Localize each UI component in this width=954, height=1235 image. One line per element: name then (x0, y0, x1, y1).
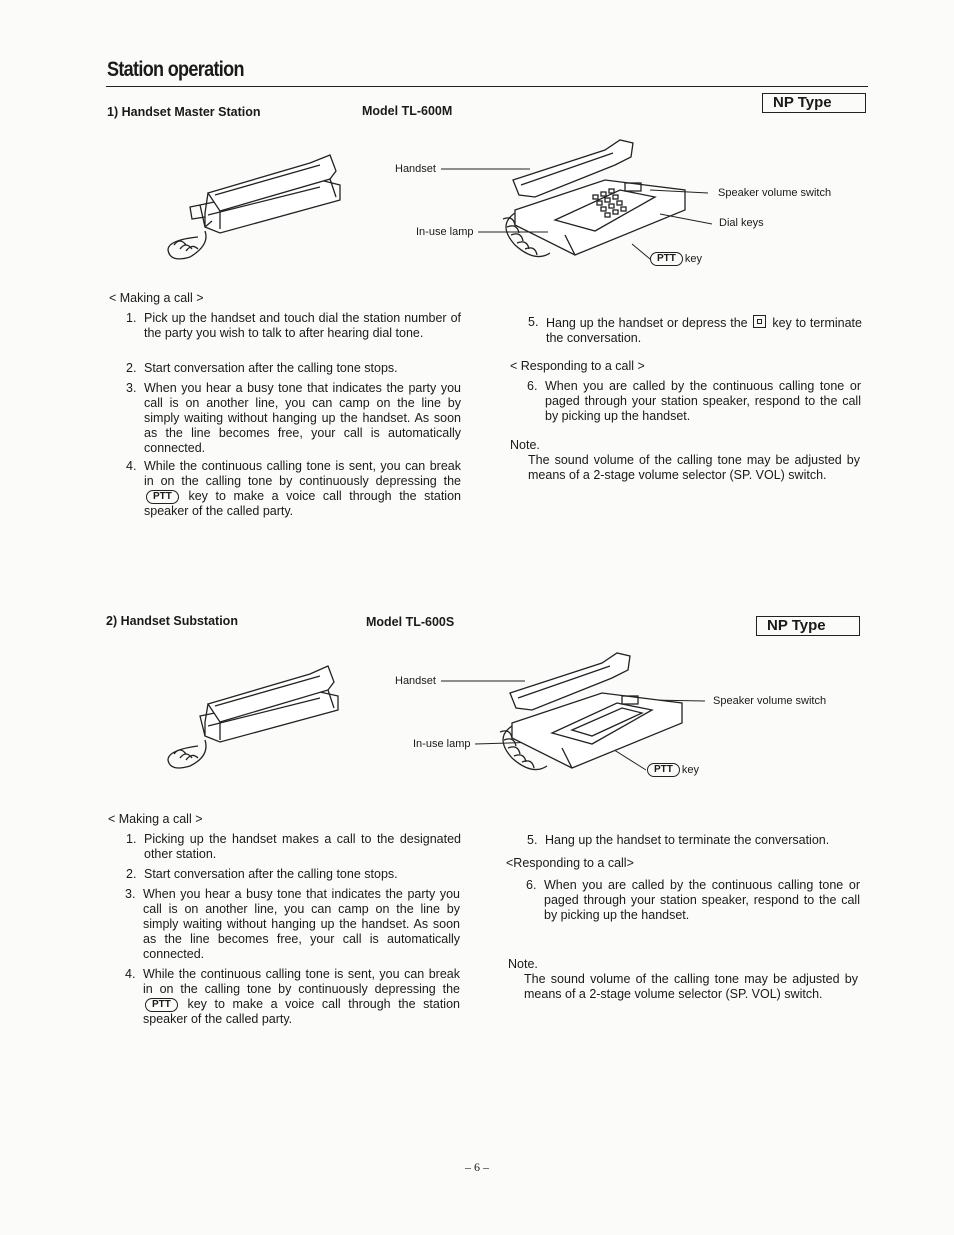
section-1-step-1: 1. Pick up the handset and touch dial the station number of the party you wish to talk to after hearing dial tone. (126, 311, 461, 340)
section-1-model: Model TL-600M (362, 104, 453, 118)
callout-handset-2: Handset (395, 675, 436, 687)
callout-ptt-key-2: PTT key (645, 763, 699, 777)
section-1-np-type-badge: NP Type (762, 93, 866, 113)
section-2-heading: 2) Handset Substation (106, 614, 238, 628)
section-2-note-text: The sound volume of the calling tone may be adjusted by means of a 2-stage volume selector (SP. VOL) switch. (524, 972, 858, 1001)
section-1-step-6: 6. When you are called by the continuous calling tone or paged through your station speaker, respond to the call by picking up the handset. (527, 379, 861, 423)
ptt-key-icon: PTT (146, 490, 179, 504)
section-1-step-2: 2. Start conversation after the calling tone stops. (126, 361, 398, 375)
section-2-np-type-badge: NP Type (756, 616, 860, 636)
callout-handset: Handset (395, 163, 436, 175)
section-1-step-3: 3. When you hear a busy tone that indicates the party you call is on another line, you can camp on the line by simply waiting without hanging up the handset. As soon as the line becomes free, your call is automatically connected. (126, 381, 461, 455)
section-2-step-2: 2. Start conversation after the calling tone stops. (126, 867, 398, 881)
callout-dial-keys: Dial keys (719, 217, 764, 229)
section-2-step-1: 1. Picking up the handset makes a call to the designated other station. (126, 832, 461, 861)
section-2-making-a-call: < Making a call > (108, 812, 203, 826)
section-2-step-4: 4. While the continuous calling tone is sent, you can break in on the calling tone by continuously depressing the PTT key to make a voice call through the station speaker of the called party. (125, 967, 460, 1026)
section-2-note-label: Note. (508, 957, 538, 971)
section-1-note-text: The sound volume of the calling tone may be adjusted by means of a 2-stage volume selector (SP. VOL) switch. (528, 453, 860, 482)
ptt-key-icon: PTT (650, 252, 683, 266)
callout-speaker-volume-switch: Speaker volume switch (718, 187, 832, 199)
section-1-heading: 1) Handset Master Station (107, 105, 261, 119)
section-2-responding: <Responding to a call> (506, 856, 634, 870)
page-number: – 6 – (465, 1160, 489, 1174)
callout-ptt-key: PTT key (648, 252, 702, 266)
section-1-step-5: 5. Hang up the handset or depress the key to terminate the conversation. (528, 315, 862, 345)
page-title: Station operation (107, 58, 244, 81)
callout-in-use-lamp-2: In-use lamp (413, 738, 471, 750)
conference-key-icon (753, 315, 766, 328)
section-1-making-a-call: < Making a call > (109, 291, 204, 305)
substation-side-illustration (160, 660, 350, 775)
section-1-responding: < Responding to a call > (510, 359, 645, 373)
callout-in-use-lamp: In-use lamp (416, 226, 474, 238)
callout-speaker-volume-switch-2: Speaker volume switch (713, 695, 827, 707)
section-1-step-4: 4. While the continuous calling tone is sent, you can break in on the calling tone by continuously depressing the PTT key to make a voice call through the station speaker of the called party. (126, 459, 461, 518)
section-1-note-label: Note. (510, 438, 540, 452)
section-2-step-6: 6. When you are called by the continuous calling tone or paged through your station speaker, respond to the call by picking up the handset. (526, 878, 860, 922)
section-2-step-5: 5. Hang up the handset to terminate the conversation. (527, 833, 830, 847)
ptt-key-icon: PTT (145, 998, 178, 1012)
ptt-key-icon: PTT (647, 763, 680, 777)
section-2-model: Model TL-600S (366, 615, 455, 629)
section-2-step-3: 3. When you hear a busy tone that indicates the party you call is on another line, you can camp on the line by simply waiting without hanging up the handset. As soon as the line becomes free, your call is automatically connected. (125, 887, 460, 961)
